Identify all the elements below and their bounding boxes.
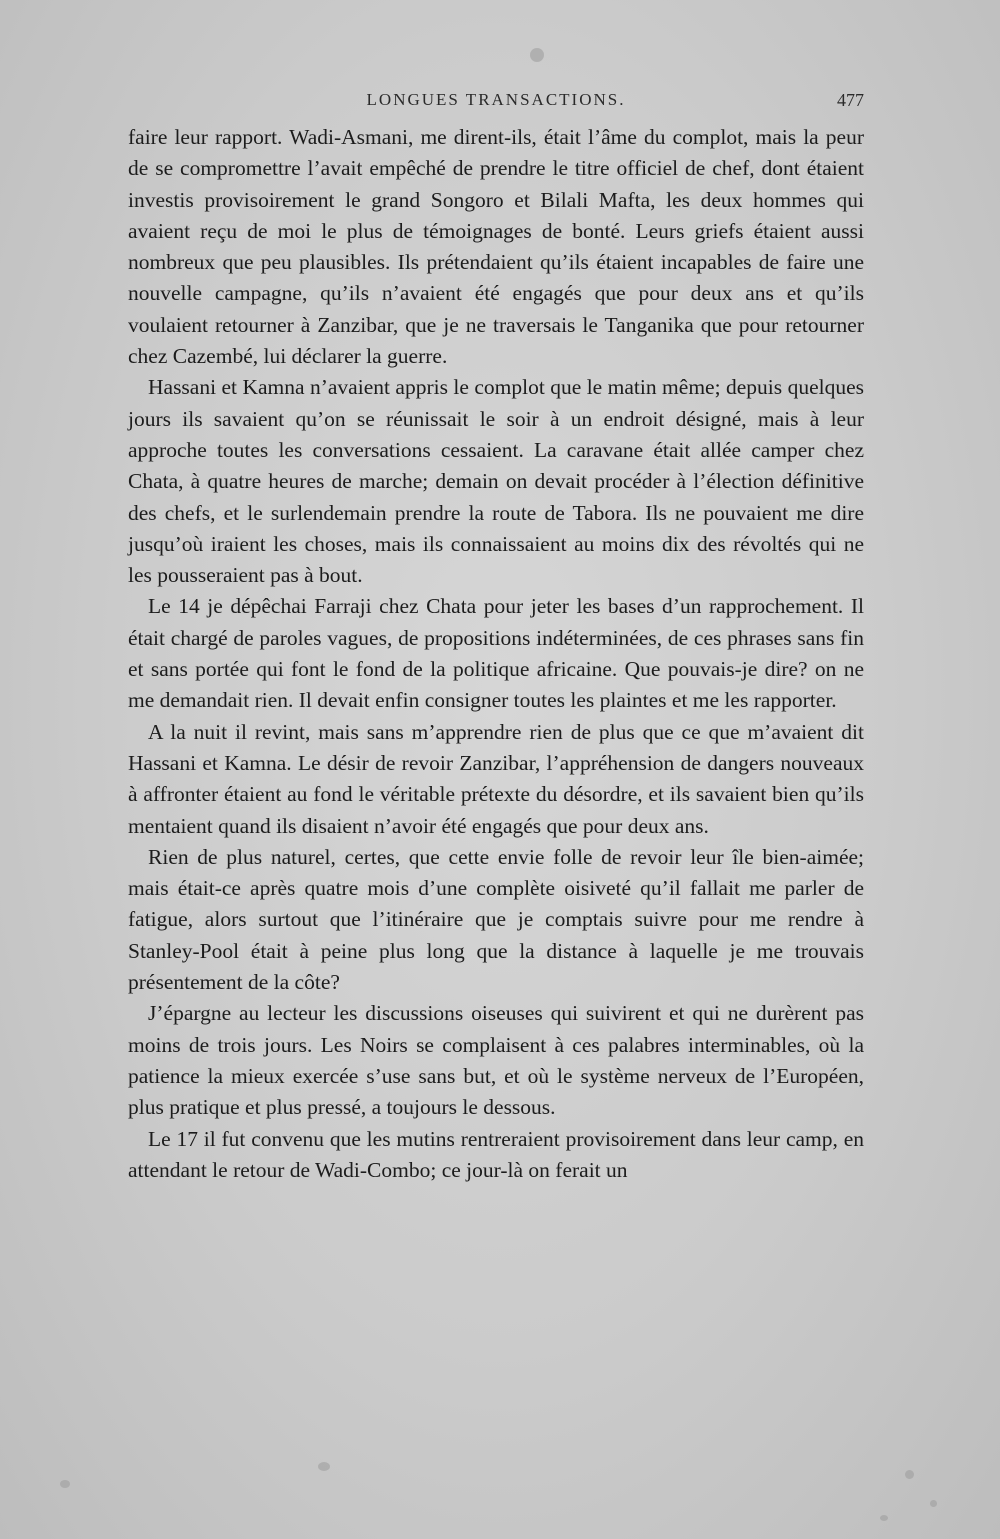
page-number: 477	[837, 90, 864, 110]
body-text	[128, 122, 864, 1186]
paragraph: J’épargne au lecteur les discussions oiseuses qui suivirent et qui ne durèrent pas moins de trois jours. Les Noirs se complaisent à ces palabres interminables, où la patience la mieux exercée s’use sans but, et où le système nerveux de l’Européen, plus pratique et plus pressé, a toujours le dessous.	[128, 1001, 864, 1120]
paper-speck	[880, 1515, 888, 1521]
paragraph: Le 17 il fut convenu que les mutins rentreraient provisoirement dans leur camp, en attendant le retour de Wadi-Combo; ce jour-là on ferait un	[128, 1126, 864, 1182]
paragraph: Hassani et Kamna n’avaient appris le complot que le matin même; depuis quelques jours ils savaient qu’on se réunissait le soir à un endroit désigné, mais à leur approche toutes les conversations cessaient. La caravane était allée camper chez Chata, à quatre heures de marche; demain on devait procéder à l’élection définitive des chefs, et le surlendemain prendre la route de Tabora. Ils ne pouvaient me dire jusqu’où iraient les choses, mais ils connaissaient au moins dix des révoltés qui ne les pousseraient pas à bout.	[128, 375, 864, 588]
paper-speck	[930, 1500, 937, 1507]
paragraph: Le 14 je dépêchai Farraji chez Chata pour jeter les bases d’un rapprochement. Il était chargé de paroles vagues, de propositions indéterminées, de ces phrases sans fin et sans portée qui font le fond de la politique africaine. Que pouvais-je dire? on ne me demandait rien. Il devait enfin consigner toutes les plaintes et me les rapporter.	[128, 594, 864, 713]
paper-speck	[318, 1462, 330, 1471]
paragraph-continued: faire leur rapport. Wadi-Asmani, me dirent-ils, était l’âme du complot, mais la peur de se compromettre l’avait empêché de prendre le titre officiel de chef, dont étaient investis provisoirement le grand Songoro et Bilali Mafta, les deux hommes qui avaient reçu de moi le plus de témoignages de bonté. Leurs griefs étaient aussi nombreux que peu plausibles. Ils prétendaient qu’ils étaient incapables de faire une nouvelle campagne, qu’ils n’avaient été engagés que pour deux ans et qu’ils voulaient retourner à Zanzibar, que je ne traversais le Tanganika que pour retourner chez Cazembé, lui déclarer la guerre.	[128, 125, 864, 369]
page-header	[128, 90, 864, 120]
paper-speck	[60, 1480, 70, 1488]
paper-speck	[530, 48, 544, 62]
paper-speck	[905, 1470, 914, 1479]
paragraph: A la nuit il revint, mais sans m’apprendre rien de plus que ce que m’avaient dit Hassani et Kamna. Le désir de revoir Zanzibar, l’appréhension de dangers nouveaux à affronter étaient au fond le véritable prétexte du désordre, et ils savaient bien qu’ils mentaient quand ils disaient n’avoir été engagés que pour deux ans.	[128, 719, 864, 838]
paragraph: Rien de plus naturel, certes, que cette envie folle de revoir leur île bien-aimée; mais était-ce après quatre mois d’une complète oisiveté qu’il fallait me parler de fatigue, alors surtout que l’itinéraire que je comptais suivre pour me rendre à Stanley-Pool était à peine plus long que la distance à laquelle je me trouvais présentement de la côte?	[128, 844, 864, 995]
running-title: LONGUES TRANSACTIONS.	[366, 90, 626, 109]
